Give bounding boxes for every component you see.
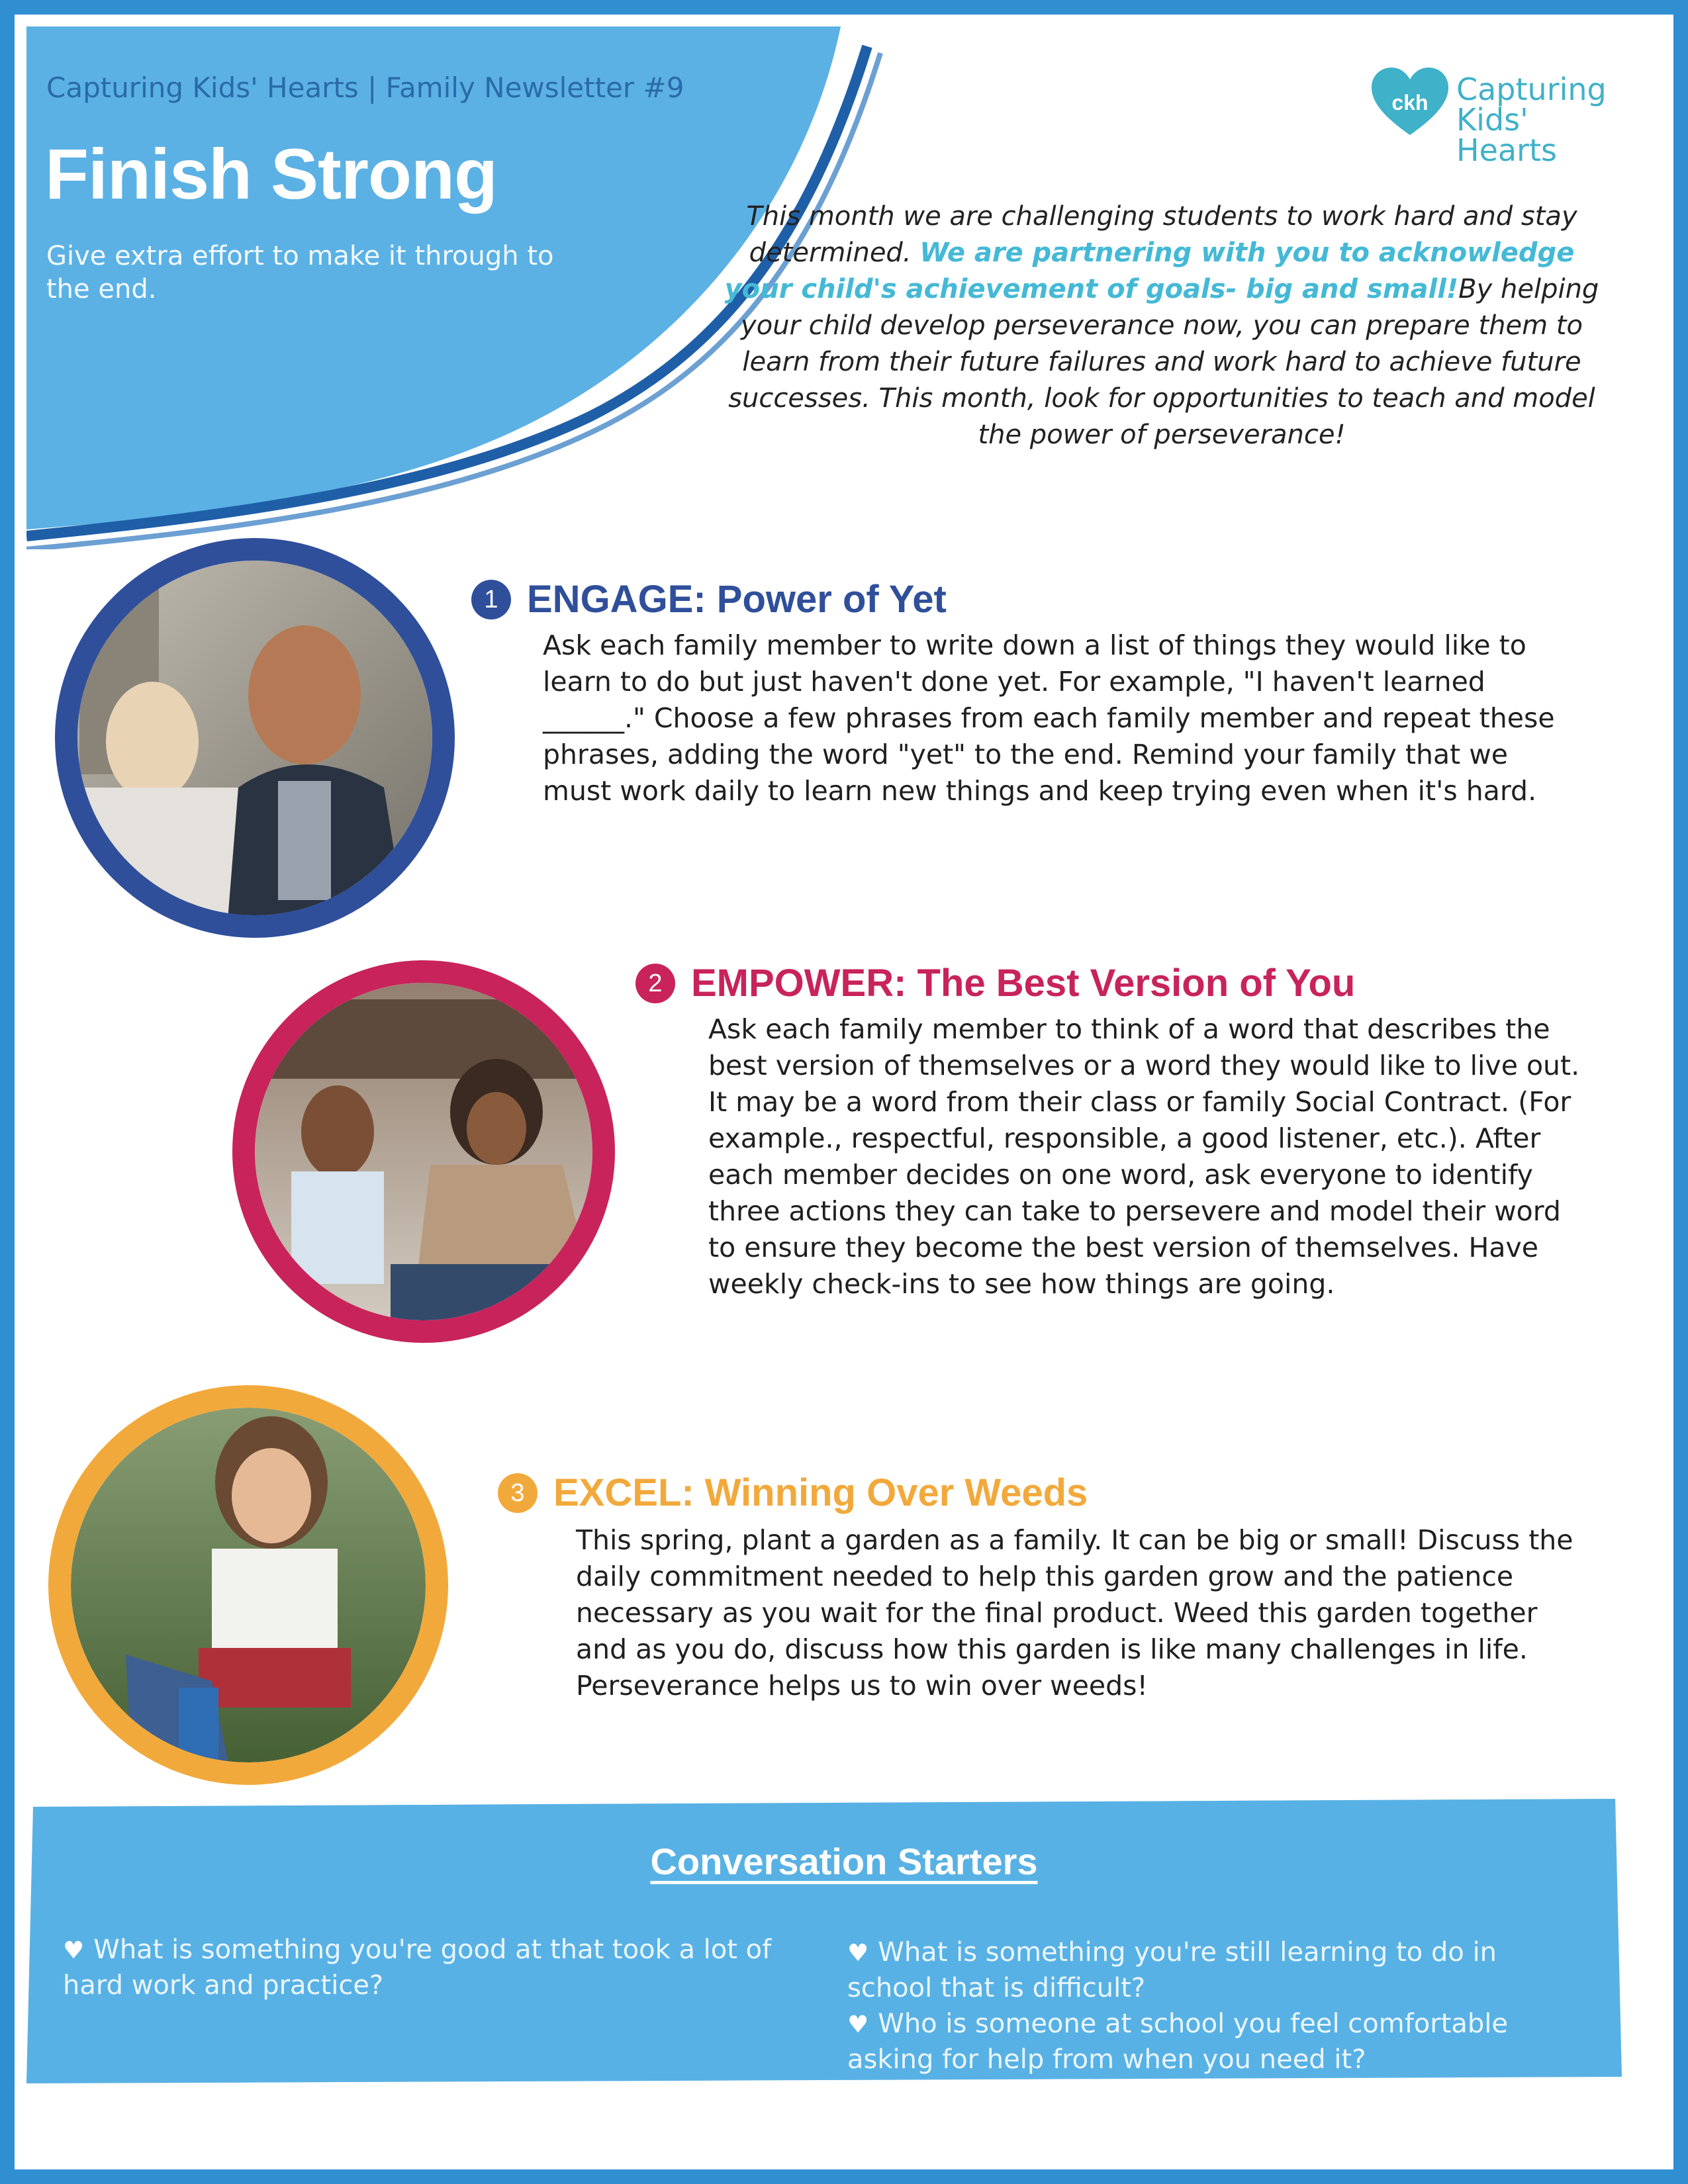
page-title: Finish Strong — [45, 134, 497, 214]
section-excel-body: This spring, plant a garden as a family. It can be big or small! Discuss the daily commitment needed to help this garden grow and the patience necessary as you wait for the final product. Weed this garden together and as you do, discuss how this garden is like many challenges in life. Perseverance helps us to win over weeds! — [576, 1524, 1573, 1702]
photo-engage — [40, 523, 470, 953]
question-1-text: What is something you're good at that took a lot of hard work and practice? — [63, 1934, 772, 2001]
intro-highlight: We are partnering with you to acknowledge your child's achievement of goals- big and small! — [724, 238, 1575, 304]
section-empower-title: EMPOWER: The Best Version of You — [691, 962, 1356, 1005]
logo-wordmark — [1456, 71, 1635, 168]
photo-empower — [218, 946, 629, 1357]
heart-bullet-icon: ♥ — [63, 1937, 85, 1964]
conversation-title: Conversation Starters — [650, 1841, 1038, 1882]
section-engage-body: Ask each family member to write down a list of things they would like to learn to do but just haven't done yet. For example, "I haven't learned ______." Choose a few phrases from each family member and repeat these phrases, adding the word "yet" to the end. Remind your family that we must work daily to learn new things and keep trying even when it's hard. — [543, 629, 1555, 807]
question-2-text: What is something you're still learning to do in school that is difficult? — [847, 1937, 1497, 2003]
section-number-2: 2 — [635, 964, 675, 1003]
section-number-3: 3 — [498, 1473, 538, 1513]
logo-mark: ckh — [1391, 91, 1429, 114]
section-empower-body: Ask each family member to think of a word that describes the best version of themselves or a word they would like to live out. It may be a word from their class or family Social Contract. (For example., respectful, responsible, a good listener, etc.). After each member decides on one word, ask everyone to identify three actions they can take to persevere and model their word to ensure they become the best version of themselves. Have weekly check-ins to see how things are going. — [708, 1013, 1580, 1300]
page-subtitle: Give extra effort to make it through to the end. — [46, 241, 554, 304]
intro-part1: This month we are challenging students to work hard and stay determined. — [746, 201, 1577, 268]
section-excel-title: EXCEL: Winning Over Weeds — [553, 1471, 1088, 1514]
logo-line2: Kids' Hearts — [1456, 102, 1557, 168]
intro-part2: By helping your child develop perseverance now, you can prepare them to learn from their future failures and work hard to achieve future successes. This month, look for opportunities to teach and model the power of perseverance! — [728, 274, 1599, 450]
ckh-logo — [1370, 66, 1635, 168]
photo-excel — [33, 1370, 463, 1800]
question-3-text: Who is someone at school you feel comfortable asking for help from when you need it? — [847, 2009, 1509, 2075]
section-excel-header — [498, 1471, 1088, 1515]
logo-line1: Capturing — [1456, 71, 1607, 107]
newsletter-kicker: Capturing Kids' Hearts | Family Newsletter #9 — [46, 71, 684, 104]
intro-paragraph — [715, 199, 1609, 453]
conversation-question-1 — [63, 1933, 818, 2003]
heart-bullet-icon: ♥ — [847, 1940, 869, 1967]
conversation-question-2 — [847, 1935, 1575, 2005]
section-engage-header — [471, 577, 947, 621]
section-number-1: 1 — [471, 580, 511, 619]
conversation-question-3 — [847, 2007, 1575, 2077]
section-engage-title: ENGAGE: Power of Yet — [527, 578, 947, 621]
heart-logo-icon — [1370, 66, 1450, 139]
section-empower-header — [635, 961, 1355, 1005]
heart-bullet-icon: ♥ — [847, 2011, 869, 2038]
